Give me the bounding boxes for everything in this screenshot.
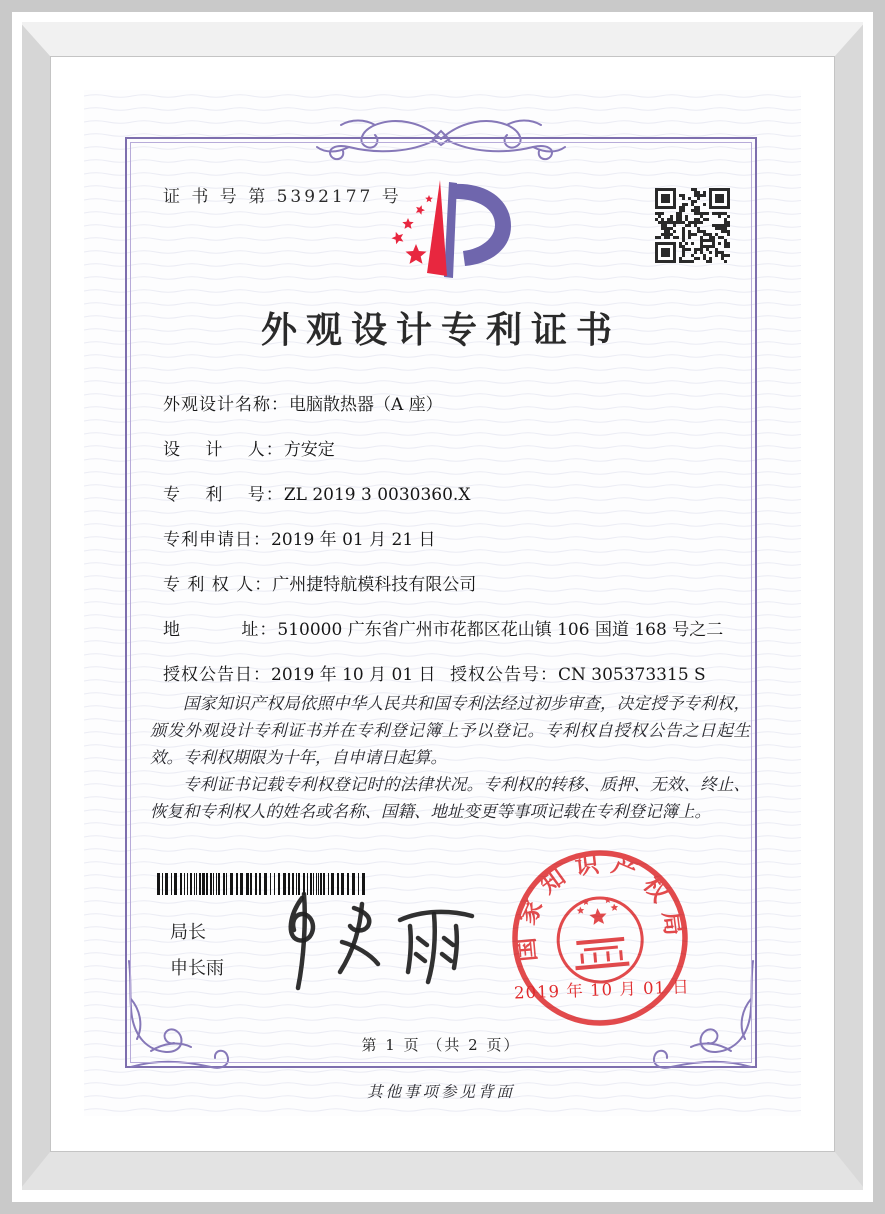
field-label: 专 利 号：: [163, 485, 284, 505]
field-patentee: [163, 570, 729, 595]
cnipa-logo-icon: [383, 174, 533, 296]
grant-date-label: 授权公告日：: [163, 665, 271, 685]
field-value: 电脑散热器（A 座）: [289, 395, 443, 415]
grant-number-label: 授权公告号：: [450, 665, 558, 685]
field-value: ZL 2019 3 0030360.X: [283, 485, 471, 505]
legal-paragraph-2: 专利证书记载专利权登记时的法律状况。专利权的转移、质押、无效、终止、恢复和专利权人的姓名或名称、国籍、地址变更等事项记载在专利登记簿上。: [150, 775, 750, 821]
field-label: 专 利 权 人：: [163, 575, 273, 595]
field-address: [163, 615, 729, 640]
certificate-number: 证 书 号 第 5392177 号: [163, 187, 402, 207]
seal-ring-text: 国家知识产权局: [509, 847, 691, 963]
qr-code-icon: [655, 188, 730, 263]
grant-number-value: CN 305373315 S: [558, 665, 706, 685]
field-value: 2019 年 01 月 21 日: [271, 530, 436, 550]
field-filing-date: [163, 525, 729, 550]
svg-text:国家知识产权局: [503, 841, 690, 963]
seal-date: 2019 年 10 月 01 日: [513, 977, 691, 1003]
back-side-note: 其他事项参见背面: [366, 1083, 515, 1101]
certificate-page: [84, 90, 801, 1116]
legal-text: [150, 690, 750, 825]
field-value: 510000 广东省广州市花都区花山镇 106 国道 168 号之二: [277, 620, 724, 640]
page-number: 第 1 页 （共 2 页）: [361, 1036, 521, 1054]
commissioner-name: 申长雨: [170, 958, 224, 979]
field-label: 专利申请日：: [163, 530, 271, 550]
field-design-name: [163, 390, 729, 415]
legal-paragraph-1: 国家知识产权局依照中华人民共和国专利法经过初步审查，决定授予专利权，颁发外观设计专利证书并在专利登记簿上予以登记。专利权自授权公告之日起生效。专利权期限为十年，自申请日起算。: [150, 694, 750, 767]
certificate-title: 外观设计专利证书: [260, 309, 621, 351]
field-value: 方安定: [283, 440, 335, 460]
official-seal: [497, 835, 703, 1041]
grant-number: [450, 660, 706, 685]
handwritten-signature: [272, 886, 482, 996]
field-label: 地 址：: [163, 620, 278, 640]
field-designer: [163, 435, 729, 460]
seal-national-emblem: [555, 894, 646, 985]
field-value: 广州捷特航模科技有限公司: [272, 575, 477, 595]
grant-date-value: 2019 年 10 月 01 日: [271, 665, 436, 685]
field-label: 设 计 人：: [163, 440, 284, 460]
field-grant-row: [163, 660, 729, 685]
top-center-flourish-icon: [311, 109, 571, 169]
commissioner-title: 局长: [170, 922, 206, 943]
field-patent-number: [163, 480, 729, 505]
field-label: 外观设计名称：: [163, 395, 289, 415]
